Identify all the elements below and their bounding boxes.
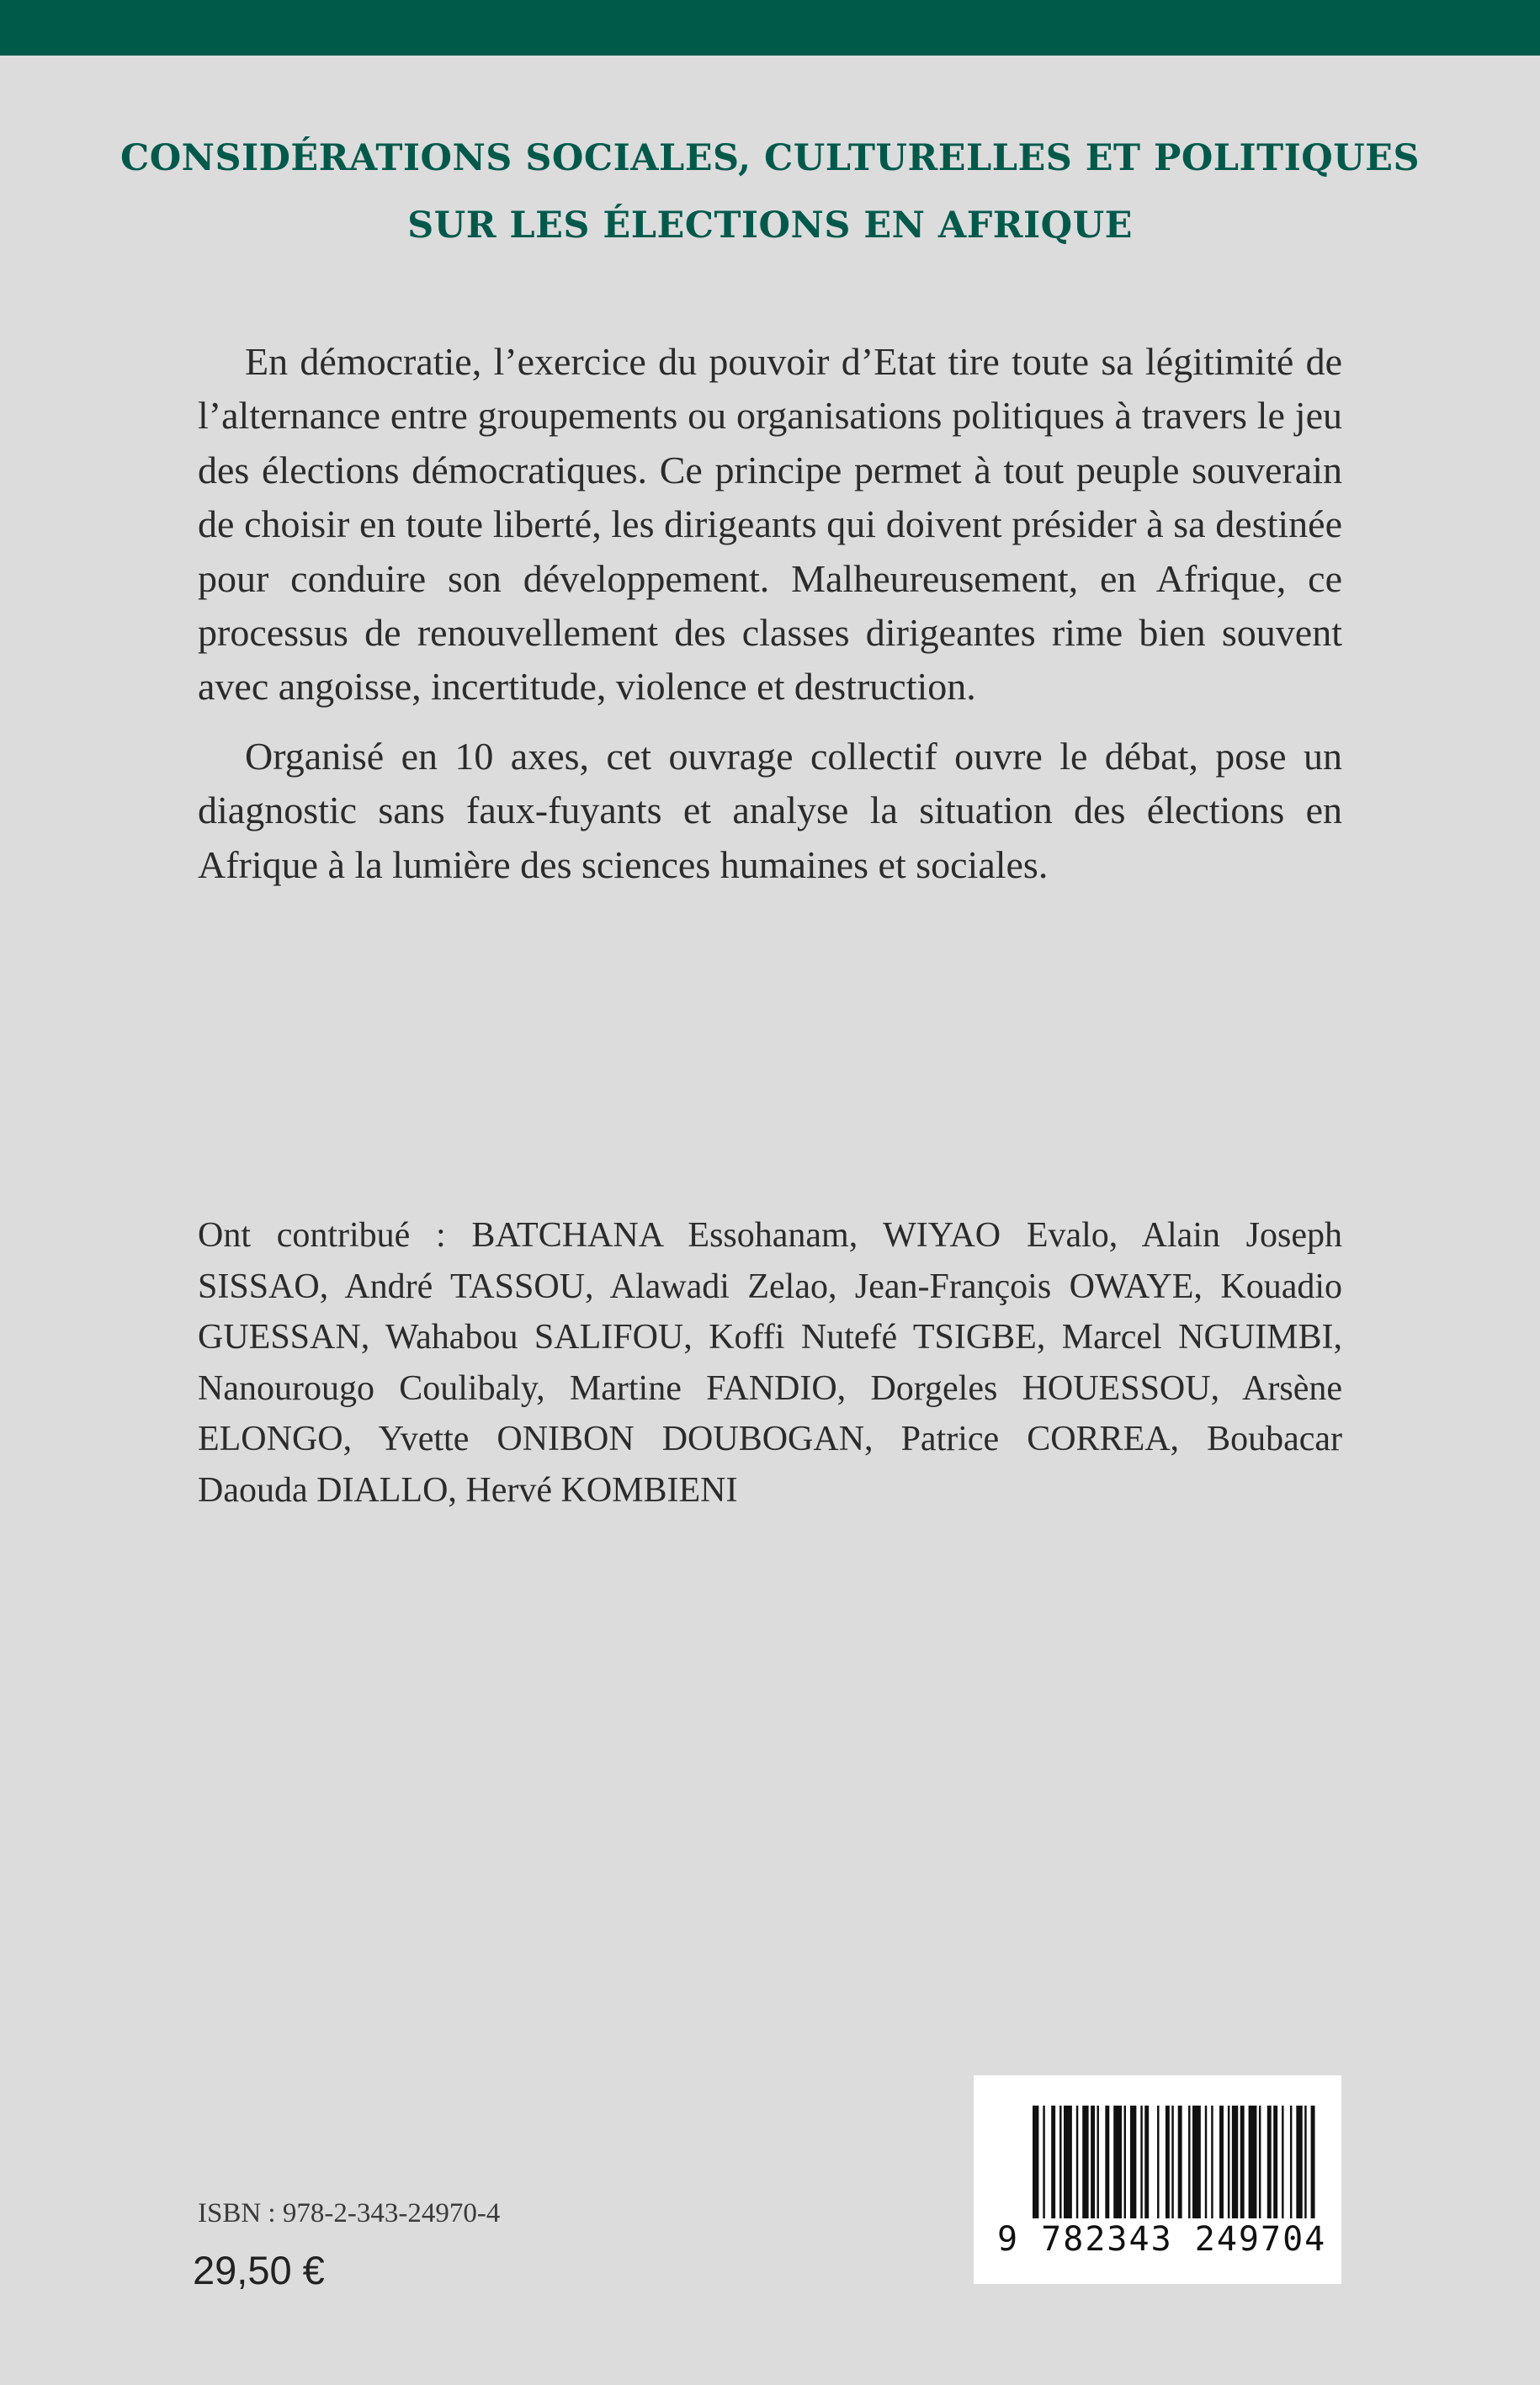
barcode-bar	[1064, 2106, 1072, 2218]
barcode-bar	[1059, 2106, 1061, 2218]
contributors-list: Ont contribué : BATCHANA Essohanam, WIYAO Evalo, Alain Joseph SISSAO, André TASSOU, Alawadi Zelao, Jean-François OWAYE, Kouadio GUESSAN, Wahabou SALIFOU, Koffi Nutefé TSIGBE, Marcel NGUIMBI, Nanourougo Coulibaly, Martine FANDIO, Dorgeles HOUESSOU, Arsène ELONGO, Yvette ONIBON DOUBOGAN, Patrice CORREA, Boubacar Daouda DIALLO, Hervé KOMBIENI	[198, 1216, 1342, 1510]
barcode-bar	[1105, 2106, 1109, 2218]
barcode-bar	[1240, 2106, 1245, 2218]
top-color-band	[0, 0, 1540, 56]
barcode-bar	[1232, 2106, 1238, 2218]
description-paragraph-1: En démocratie, l’exercice du pouvoir d’Etat tire toute sa légitimité de l’alternance entre groupements ou organisations politiques à travers le jeu des élections démocratiques. Ce principe permet à tout peuple souverain de choisir en toute liberté, les dirigeants qui doivent présider à sa destinée pour conduire son développement. Malheureusement, en Afrique, ce processus de renouvellement des classes dirigeantes rime bien souvent avec angoisse, incertitude, violence et destruction.	[198, 340, 1342, 709]
barcode-bar	[1282, 2106, 1283, 2218]
barcode-bar	[1249, 2106, 1257, 2218]
title-line-1: CONSIDÉRATIONS SOCIALES, CULTURELLES ET POLITIQUES	[119, 137, 1421, 179]
barcode-bar	[1304, 2106, 1306, 2218]
barcode-image	[1033, 2106, 1317, 2218]
barcode-panel	[974, 2075, 1341, 2284]
barcode-bar	[1124, 2106, 1126, 2218]
barcode-bar	[1157, 2106, 1159, 2218]
barcode-bar	[1205, 2106, 1207, 2218]
title-line-2: SUR LES ÉLECTIONS EN AFRIQUE	[407, 205, 1133, 247]
barcode-bar	[1113, 2106, 1122, 2218]
barcode-bar	[1267, 2106, 1272, 2218]
price-text: 29,50 €	[193, 2248, 325, 2292]
barcode-bar	[1033, 2106, 1038, 2218]
book-title	[0, 125, 1540, 259]
barcode-bar	[1082, 2106, 1088, 2218]
barcode-bar	[1311, 2106, 1315, 2218]
barcode-bar	[1192, 2106, 1201, 2218]
description-paragraph-2: Organisé en 10 axes, cet ouvrage collectif ouvre le débat, pose un diagnostic sans faux-fuyants et analyse la situation des élections en Afrique à la lumière des sciences humaines et sociales.	[198, 734, 1342, 886]
barcode-bar	[1228, 2106, 1229, 2218]
barcode-bar	[1097, 2106, 1098, 2218]
barcode-bar	[1188, 2106, 1190, 2218]
barcode-bar	[1219, 2106, 1224, 2218]
barcode-bar	[1290, 2106, 1292, 2218]
barcode-bar	[1076, 2106, 1078, 2218]
barcode-bar	[1043, 2106, 1044, 2218]
barcode-bar	[1178, 2106, 1182, 2218]
barcode-bar	[1171, 2106, 1173, 2218]
barcode-bar	[1296, 2106, 1302, 2218]
barcode-bar	[1130, 2106, 1136, 2218]
barcode-digits: 9 782343 249704	[997, 2220, 1327, 2259]
barcode-bar	[1091, 2106, 1095, 2218]
isbn-text: ISBN : 978-2-343-24970-4	[198, 2198, 501, 2228]
barcode-bar	[1051, 2106, 1055, 2218]
barcode-bar	[1140, 2106, 1142, 2218]
barcode-bar	[1259, 2106, 1261, 2218]
barcode-bar	[1166, 2106, 1170, 2218]
description-text	[198, 335, 1342, 907]
barcode-bar	[1273, 2106, 1277, 2218]
barcode-bar	[1144, 2106, 1149, 2218]
barcode-bar	[1211, 2106, 1213, 2218]
